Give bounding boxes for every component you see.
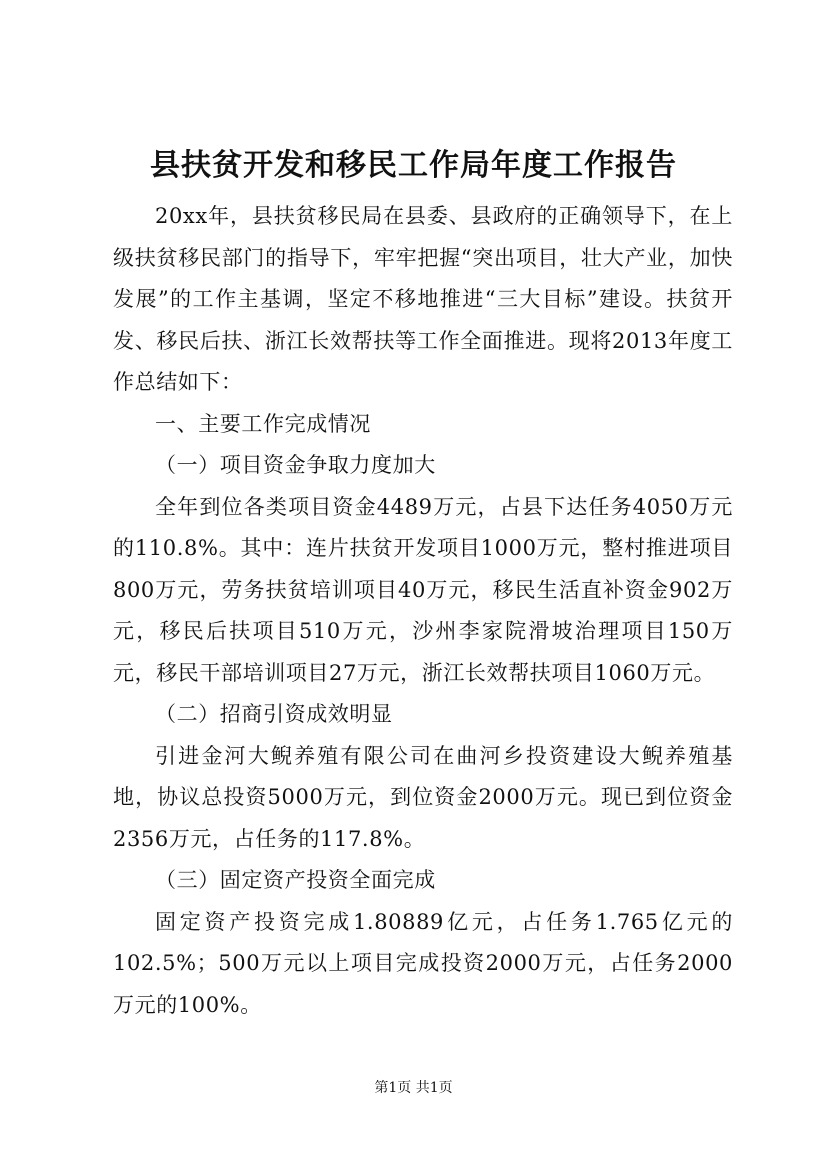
document-title: 县扶贫开发和移民工作局年度工作报告 bbox=[150, 148, 677, 183]
investment-attraction-paragraph: 引进金河大鲵养殖有限公司在曲河乡投资建设大鲵养殖基地，协议总投资5000万元，到位资金2000万元。现已到位资金2356万元，占任务的117.8%。 bbox=[113, 743, 733, 851]
subsection-heading-fixed-assets: （三）固定资产投资全面完成 bbox=[155, 868, 436, 892]
section-heading-main-work: 一、主要工作完成情况 bbox=[155, 411, 371, 436]
subsection-heading-investment-attraction: （二）招商引资成效明显 bbox=[155, 702, 393, 726]
intro-paragraph: 20xx年，县扶贫移民局在县委、县政府的正确领导下，在上级扶贫移民部门的指导下，牢牢把握“突出项目，壮大产业，加快发展”的工作主基调，坚定不移地推进“三大目标”建设。扶贫开发、移民后扶、浙江长效帮扶等工作全面推进。现将2013年度工作总结如下： bbox=[113, 204, 733, 394]
document-body bbox=[113, 196, 733, 1026]
fixed-assets-paragraph: 固定资产投资完成1.80889亿元，占任务1.765亿元的102.5%；500万元以上项目完成投资2000万元，占任务2000万元的100%。 bbox=[113, 909, 733, 1017]
page-footer: 第1页 共1页 bbox=[374, 1080, 453, 1096]
project-funds-paragraph: 全年到位各类项目资金4489万元，占县下达任务4050万元的110.8%。其中：连片扶贫开发项目1000万元，整村推进项目800万元，劳务扶贫培训项目40万元，移民生活直补资金902万元，移民后扶项目510万元，沙州李家院滑坡治理项目150万元，移民干部培训项目27万元，浙江长效帮扶项目1060万元。 bbox=[113, 494, 733, 685]
subsection-heading-project-funds: （一）项目资金争取力度加大 bbox=[155, 453, 436, 477]
